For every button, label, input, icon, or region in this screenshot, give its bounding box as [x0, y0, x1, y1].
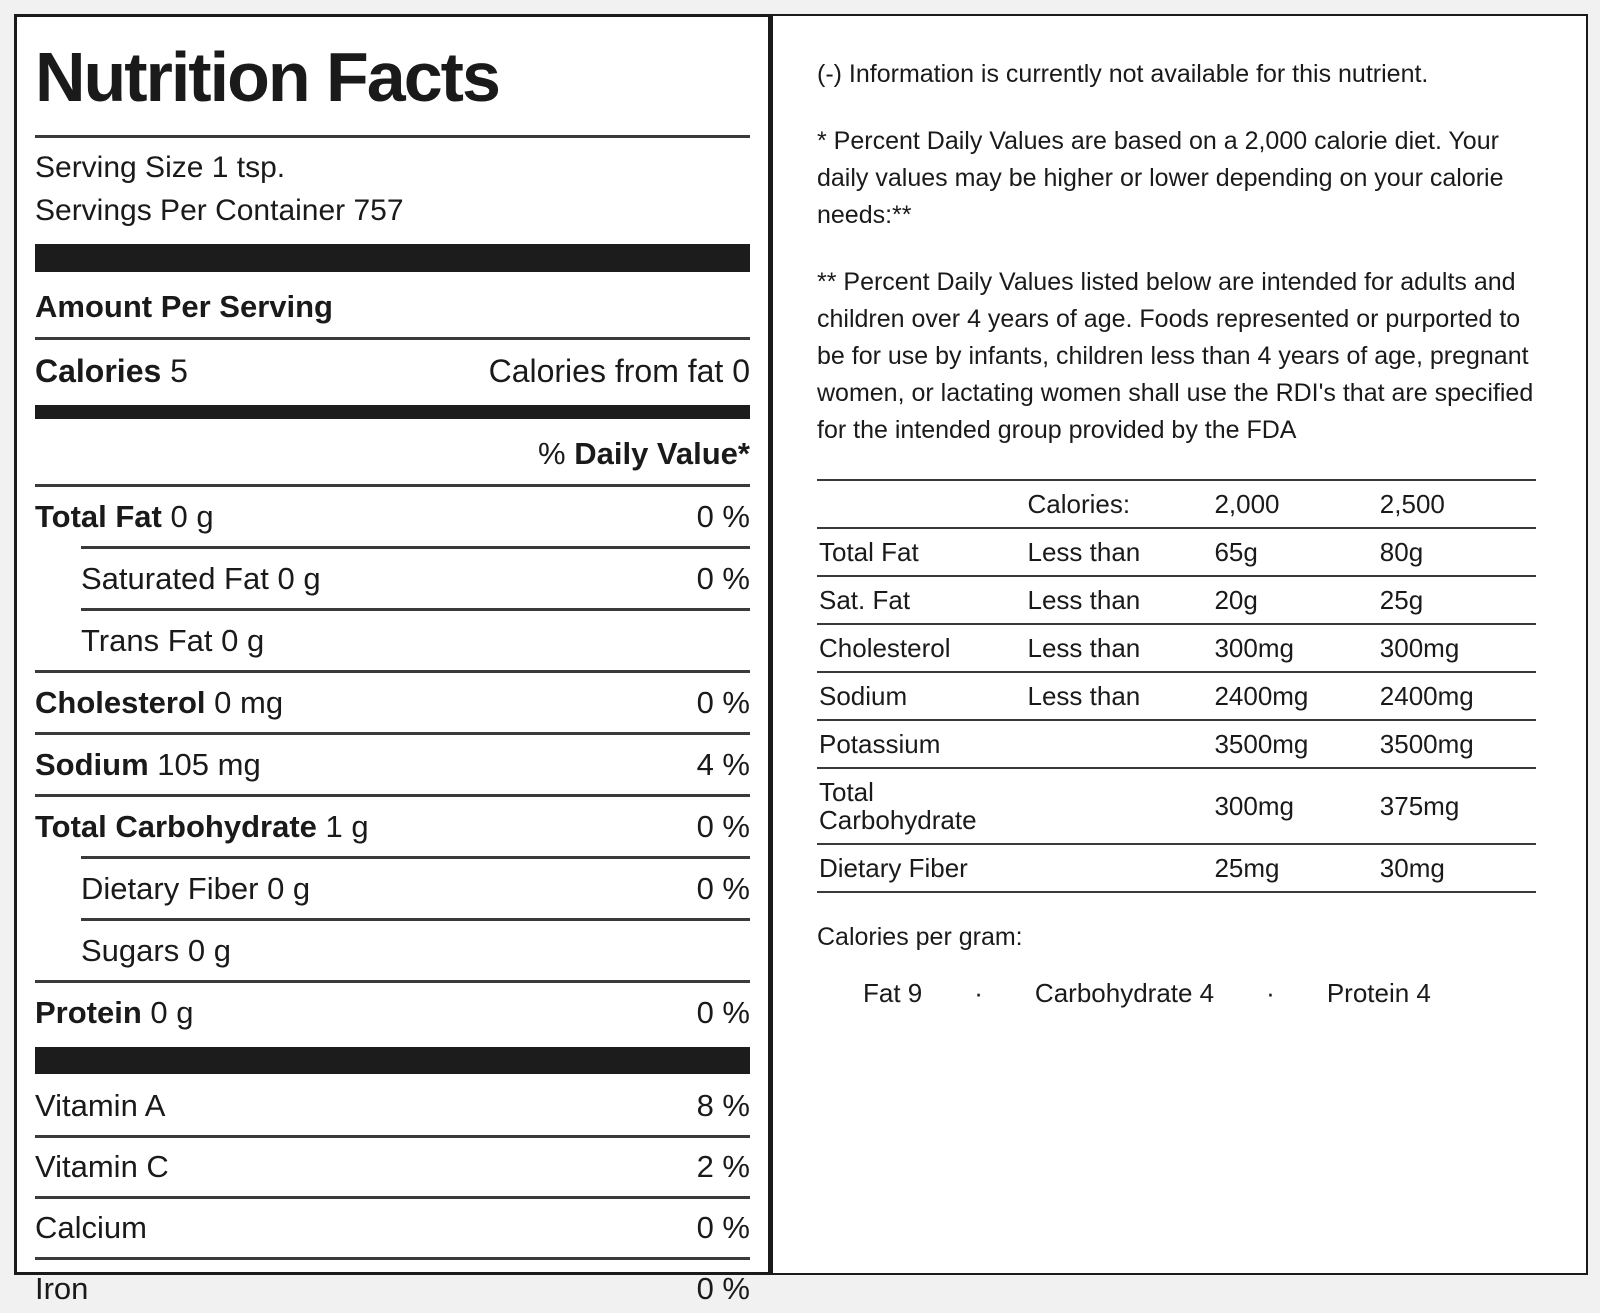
divider: [35, 1196, 750, 1199]
vitamin-row-iron: [35, 1265, 750, 1313]
table-row: [817, 768, 1536, 844]
footnotes-panel: [771, 14, 1588, 1275]
daily-values-table: [817, 479, 1536, 893]
dv-nutrient: Potassium: [819, 729, 941, 759]
vitamin-row-vitamin-a: [35, 1082, 750, 1130]
nutrient-amount: 0 g: [221, 623, 265, 658]
nutrient-row-trans-fat: [35, 616, 750, 665]
vitamin-percent: 8 %: [696, 1088, 750, 1123]
calories-value: 5: [170, 353, 188, 389]
divider: [35, 980, 750, 983]
nutrient-name-bold: Total Fat: [35, 499, 162, 534]
nutrient-amount: 0 g: [277, 561, 321, 596]
servings-per-container-text: Servings Per Container 757: [35, 194, 404, 227]
calories-from-fat: Calories from fat 0: [488, 353, 750, 389]
divider: [35, 732, 750, 735]
nutrition-facts-title: Nutrition Facts: [35, 38, 499, 116]
nutrient-name: [81, 616, 264, 665]
nutrient-row-cholesterol: [35, 678, 750, 727]
nutrient-name: [35, 802, 369, 851]
dv-qualifier: Less than: [1027, 585, 1141, 615]
thick-divider-bar: [35, 1047, 750, 1074]
nutrient-name-text: Trans Fat: [81, 623, 213, 658]
vitamin-name: Vitamin A: [35, 1088, 166, 1123]
nutrient-row-protein: [35, 988, 750, 1037]
header-2000-cell: 2,000: [1214, 489, 1280, 519]
nutrient-percent: 0 %: [696, 871, 750, 906]
dv-2500-value: 80g: [1379, 537, 1424, 567]
dv-qualifier: [1026, 720, 1213, 768]
nutrient-amount: 0 g: [187, 933, 231, 968]
nutrient-percent: 0 %: [696, 685, 750, 720]
calories-row: [35, 345, 750, 397]
nutrient-name: [35, 988, 194, 1037]
nutrient-name-bold: Total Carbohydrate: [35, 809, 317, 844]
cpg-carbohydrate: Carbohydrate 4: [1034, 978, 1215, 1008]
dv-2000-value: 300mg: [1214, 791, 1294, 821]
vitamin-row-calcium: [35, 1204, 750, 1252]
divider: [35, 794, 750, 797]
table-row: [817, 528, 1536, 576]
dv-2000-value: 65g: [1214, 537, 1258, 567]
nutrient-row-sugars: [35, 926, 750, 975]
thick-divider-bar: [35, 405, 750, 419]
dv-2500-value: 375mg: [1379, 791, 1460, 821]
divider: [35, 135, 750, 138]
table-row: [817, 720, 1536, 768]
dv-2000-value: 20g: [1214, 585, 1258, 615]
nutrient-row-dietary-fiber: [35, 864, 750, 913]
nutrient-name-bold: Cholesterol: [35, 685, 206, 720]
footnote-rdi: ** Percent Daily Values listed below are intended for adults and children over 4 years of age. Foods represented or purported to be for use by infants, children less than 4 years of age, pregnant women, or lactating women shall use the RDI's that are specified for the intended group provided by the FDA: [817, 268, 1534, 444]
serving-size-text: Serving Size 1 tsp.: [35, 151, 286, 184]
calories-word: Calories: [35, 353, 162, 389]
nutrient-name: [81, 554, 321, 603]
daily-values-header-row: [817, 480, 1536, 528]
nutrient-amount: 0 g: [150, 995, 194, 1030]
dv-nutrient: Sodium: [819, 681, 908, 711]
nutrient-percent: 0 %: [696, 809, 750, 844]
divider: [35, 670, 750, 673]
note-unavailable: (-) Information is currently not available for this nutrient.: [817, 60, 1429, 88]
nutrient-amount: 0 g: [267, 871, 311, 906]
dv-nutrient: Total Carbohydrate: [819, 777, 977, 835]
header-empty-cell: [817, 480, 1026, 528]
nutrient-percent: 4 %: [696, 747, 750, 782]
percent-sign: %: [538, 436, 575, 471]
thick-divider-bar: [35, 244, 750, 272]
vitamin-percent: 0 %: [696, 1210, 750, 1245]
dv-qualifier: [1026, 768, 1213, 844]
dot-separator: ·: [1266, 978, 1275, 1008]
dv-qualifier: [1026, 844, 1213, 892]
divider: [81, 856, 750, 859]
dv-2500-value: 300mg: [1379, 633, 1460, 663]
divider: [35, 1135, 750, 1138]
nutrient-amount: 0 g: [170, 499, 214, 534]
dv-qualifier: Less than: [1027, 633, 1141, 663]
amount-per-serving-heading: Amount Per Serving: [35, 289, 333, 324]
header-calories-cell: Calories:: [1027, 489, 1131, 519]
divider: [81, 918, 750, 921]
calories-per-gram-heading: Calories per gram:: [817, 923, 1023, 951]
nutrient-name: [35, 740, 261, 789]
nutrient-amount: 0 mg: [214, 685, 284, 720]
nutrient-name: [35, 492, 214, 541]
dv-nutrient: Cholesterol: [819, 633, 951, 663]
dv-2000-value: 300mg: [1214, 633, 1294, 663]
nutrient-name: [81, 926, 231, 975]
divider: [35, 484, 750, 487]
nutrient-amount: 1 g: [325, 809, 369, 844]
dv-nutrient: Dietary Fiber: [819, 853, 968, 883]
nutrient-amount: 105 mg: [157, 747, 261, 782]
nutrient-row-total-fat: [35, 492, 750, 541]
header-2500-cell: 2,500: [1379, 489, 1445, 519]
dv-2000-value: 3500mg: [1214, 729, 1309, 759]
calories-per-gram-values: [817, 978, 1536, 1009]
vitamin-percent: 0 %: [696, 1271, 750, 1306]
dv-qualifier: Less than: [1027, 681, 1141, 711]
dv-2500-value: 25g: [1379, 585, 1424, 615]
nutrient-name: [35, 678, 283, 727]
nutrient-percent: 0 %: [696, 995, 750, 1030]
nutrient-name: [81, 864, 310, 913]
divider: [81, 608, 750, 611]
cpg-protein: Protein 4: [1326, 978, 1431, 1008]
dv-2500-value: 30mg: [1379, 853, 1445, 883]
calories-label: [35, 345, 188, 397]
daily-value-text: Daily Value*: [574, 436, 750, 471]
table-row: [817, 624, 1536, 672]
nutrient-row-saturated-fat: [35, 554, 750, 603]
dv-2500-value: 3500mg: [1379, 729, 1474, 759]
nutrient-name-bold: Sodium: [35, 747, 149, 782]
table-row: [817, 672, 1536, 720]
nutrient-name-text: Dietary Fiber: [81, 871, 259, 906]
nutrition-label-panel: [14, 14, 771, 1306]
nutrient-name-bold: Protein: [35, 995, 142, 1030]
nutrient-percent: 0 %: [696, 499, 750, 534]
dv-qualifier: Less than: [1027, 537, 1141, 567]
table-row: [817, 844, 1536, 892]
footnote-daily-values: * Percent Daily Values are based on a 2,000 calorie diet. Your daily values may be higher or lower depending on your calorie needs:**: [817, 127, 1504, 229]
vitamin-percent: 2 %: [696, 1149, 750, 1184]
divider: [35, 337, 750, 340]
divider: [81, 546, 750, 549]
nutrient-row-sodium: [35, 740, 750, 789]
dv-2500-value: 2400mg: [1379, 681, 1474, 711]
table-row: [817, 576, 1536, 624]
cpg-fat: Fat 9: [863, 978, 923, 1008]
nutrient-name-text: Sugars: [81, 933, 180, 968]
nutrient-percent: 0 %: [696, 561, 750, 596]
dv-2000-value: 2400mg: [1214, 681, 1309, 711]
vitamin-name: Vitamin C: [35, 1149, 169, 1184]
nutrient-row-total-carbohydrate: [35, 802, 750, 851]
vitamin-name: Iron: [35, 1271, 89, 1306]
dot-separator: ·: [974, 978, 983, 1008]
daily-value-heading: [35, 429, 750, 479]
nutrient-name-text: Saturated Fat: [81, 561, 269, 596]
vitamin-name: Calcium: [35, 1210, 147, 1245]
divider: [35, 1257, 750, 1260]
dv-2000-value: 25mg: [1214, 853, 1280, 883]
vitamin-row-vitamin-c: [35, 1143, 750, 1191]
dv-nutrient: Total Fat: [819, 537, 919, 567]
dv-nutrient: Sat. Fat: [819, 585, 911, 615]
